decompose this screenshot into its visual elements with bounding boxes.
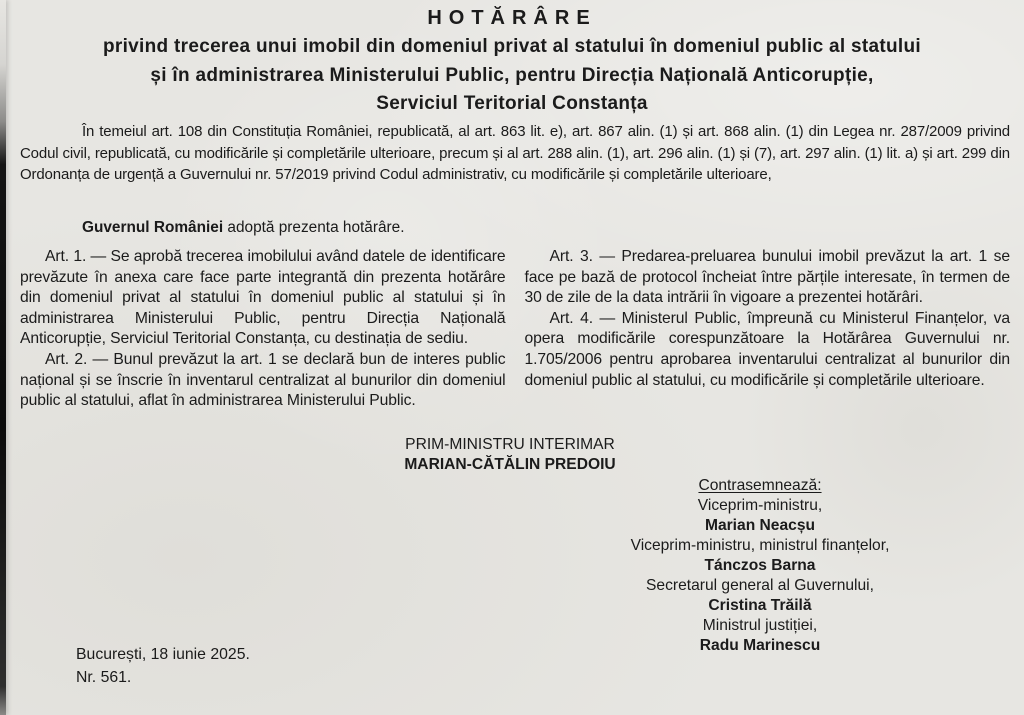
left-column <box>20 247 506 412</box>
preamble-paragraph: În temeiul art. 108 din Constituția României, republicată, al art. 863 lit. e), art. 867 alin. (1) și art. 868 alin. (1) din Legea nr. 287/2009 privind Codul civil, republicată, cu modificările și completările ulterioare, precum și al art. 288 alin. (1), art. 296 alin. (1) și (7), art. 297 alin. (1) lit. a) și art. 299 din Ordonanța de urgență a Guvernului nr. 57/2019 privind Codul administrativ, cu modificările și completările ulterioare, <box>20 123 1010 183</box>
countersign-name-1: Marian Neacșu <box>704 517 816 534</box>
article-2: Art. 2. — Bunul prevăzut la art. 1 se declară bun de interes public național și se înscrie în inventarul centralizat al bunurilor din domeniul public al statului, aflat în administrarea Ministerului Public. <box>20 350 506 410</box>
countersign-heading: Contrasemnează: <box>698 477 822 494</box>
article-4: Art. 4. — Ministerul Public, împreună cu Ministerul Finanțelor, va opera modificările corespunzătoare la Hotărârea Guvernului nr. 1.705/2006 pentru aprobarea inventarului centralizat al bunurilor din domeniul public al statului, cu modificările și completările ulterioare. <box>524 309 1010 389</box>
document-title: HOTĂRÂRE <box>427 7 597 29</box>
subtitle-line-3: Serviciul Teritorial Constanța <box>376 93 648 114</box>
countersign-role-2: Viceprim-ministru, ministrul finanțelor, <box>630 537 890 554</box>
signature-name: MARIAN-CĂTĂLIN PREDOIU <box>404 455 616 473</box>
countersign-name-2: Tánczos Barna <box>704 557 816 574</box>
article-3: Art. 3. — Predarea-preluarea bunului imobil prevăzut la art. 1 se face pe bază de protocol încheiat între părțile interesate, în termen de 30 de zile de la data intrării în vigoare a prezentei hotărâri. <box>524 248 1010 307</box>
countersign-name-3: Cristina Trăilă <box>708 597 812 614</box>
countersign-role-3: Secretarul general al Guvernului, <box>646 577 874 594</box>
subtitle-line-1: privind trecerea unui imobil din domeniul privat al statului în domeniul public al statului <box>103 36 921 57</box>
footer-place-date: București, 18 iunie 2025. <box>76 646 250 663</box>
enactment-rest: adoptă prezenta hotărâre. <box>223 219 405 236</box>
document-footer <box>76 644 250 689</box>
prime-minister-signature-block <box>310 435 710 474</box>
right-column <box>525 247 1011 412</box>
countersign-name-4: Radu Marinescu <box>699 637 821 654</box>
enactment-subject: Guvernul României <box>82 219 224 236</box>
footer-number: Nr. 561. <box>76 668 132 686</box>
countersign-role-1: Viceprim-ministru, <box>697 497 823 514</box>
subtitle-line-2: și în administrarea Ministerului Public, pentru Direcția Națională Anticorupție, <box>150 64 874 86</box>
countersign-block <box>550 476 970 656</box>
countersign-role-4: Ministrul justiției, <box>702 617 818 634</box>
articles-columns <box>20 247 1010 412</box>
signature-role: PRIM-MINISTRU INTERIMAR <box>405 436 615 453</box>
enactment-line <box>20 219 1010 237</box>
article-1: Art. 1. — Se aprobă trecerea imobilului având datele de identificare prevăzute în anexa care face parte integrantă din prezenta hotărâre din domeniul privat al statului în domeniul public al statului și în administrarea Ministerului Public, pentru Direcția Națională Anticorupție, Serviciul Teritorial Constanța, cu destinația de sediu. <box>20 248 506 348</box>
document-subtitle <box>0 33 1024 119</box>
